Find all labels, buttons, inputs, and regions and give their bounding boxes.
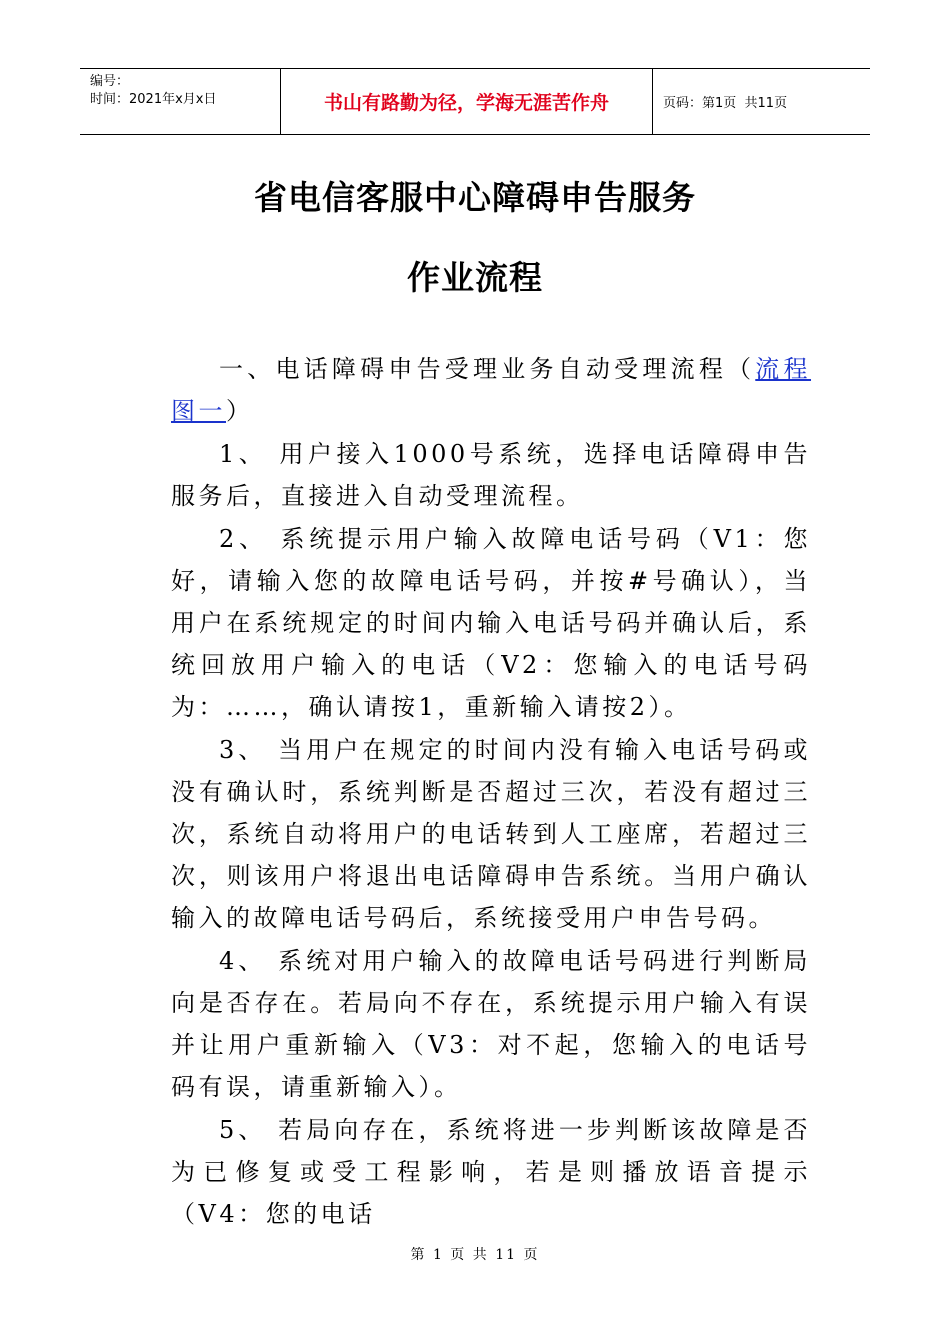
header-page-cell <box>653 69 870 134</box>
section-heading <box>171 348 811 432</box>
header-meta <box>80 69 281 134</box>
header-motto: 书山有路勤为径，学海无涯苦作舟 <box>323 92 609 114</box>
flowchart-link[interactable]: 流程图一 <box>171 355 812 425</box>
number-label: 编号： <box>90 74 130 89</box>
paragraph-5: 5、 若局向存在，系统将进一步判断该故障是否为已修复或受工程影响，若是则播放语音提示（V4：您的电话 <box>171 1116 811 1228</box>
header-motto-cell <box>281 69 653 134</box>
document-body <box>171 348 811 1236</box>
time-label: 时间：2021年x月x日 <box>90 92 217 107</box>
section-heading-suffix: ） <box>226 397 254 425</box>
paragraph-1: 1、 用户接入1000号系统，选择电话障碍申告服务后，直接进入自动受理流程。 <box>171 440 811 510</box>
paragraph-3: 3、 当用户在规定的时间内没有输入电话号码或没有确认时，系统判断是否超过三次，若没有超过三次，系统自动将用户的电话转到人工座席，若超过三次，则该用户将退出电话障碍申告系统。当用户确认输入的故障电话号码后，系统接受用户申告号码。 <box>171 736 811 932</box>
paragraph-2: 2、 系统提示用户输入故障电话号码（V1：您好，请输入您的故障电话号码，并按#号确认），当用户在系统规定的时间内输入电话号码并确认后，系统回放用户输入的电话（V2：您输入的电话号码为：……，确认请按1，重新输入请按2）。 <box>171 525 811 721</box>
page-footer: 第 1 页 共 11 页 <box>410 1247 540 1263</box>
document-title-line1: 省电信客服中心障碍申告服务 <box>254 178 696 217</box>
document-header <box>80 68 870 135</box>
paragraph-4: 4、 系统对用户输入的故障电话号码进行判断局向是否存在。若局向不存在，系统提示用户输入有误并让用户重新输入（V3：对不起，您输入的电话号码有误，请重新输入）。 <box>171 947 811 1101</box>
header-page-info: 页码：第1页 共11页 <box>663 96 788 111</box>
section-heading-prefix: 一、电话障碍申告受理业务自动受理流程（ <box>219 355 756 383</box>
document-title-line2: 作业流程 <box>407 258 543 297</box>
